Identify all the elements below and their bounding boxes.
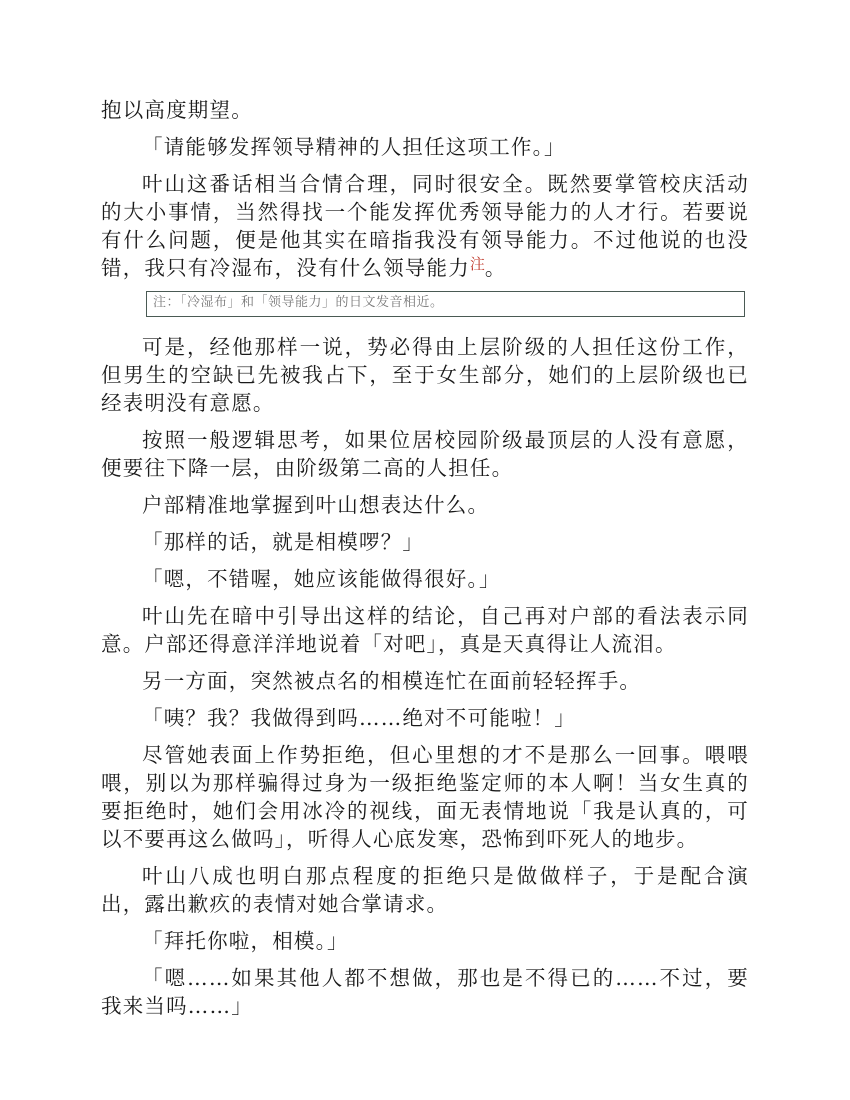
dialogue-line: 「咦？我？我做得到吗……绝对不可能啦！」 [142,706,576,730]
document-page [101,96,749,1029]
paragraph [101,170,749,282]
dialogue-line: 「嗯……如果其他人都不想做，那也是不得已的……不过，要我来当吗……」 [101,966,749,1018]
dialogue-line: 「请能够发挥领导精神的人担任这项工作。」 [142,135,566,159]
paragraph: 抱以高度期望。 [101,98,253,122]
paragraph: 尽管她表面上作势拒绝，但心里想的才不是那么一回事。喂喂喂，别以为那样骗得过身为一级拒绝鉴定师的本人啊！当女生真的要拒绝时，她们会用冰冷的视线，面无表情地说「我是认真的，可以不要再这么做吗」，听得人心底发寒，恐怖到吓死人的地步。 [101,743,749,851]
paragraph-end-punct: 。 [484,256,507,280]
paragraph-text: 叶山这番话相当合情合理，同时很安全。既然要掌管校庆活动的大小事情，当然得找一个能发挥优秀领导能力的人才行。若要说有什么问题，便是他其实在暗指我没有领导能力。不过他说的也没错，我只有冷湿布，没有什么领导能力 [101,172,749,280]
dialogue-line: 「那样的话，就是相模啰？」 [142,530,425,554]
paragraph: 叶山先在暗中引导出这样的结论，自己再对户部的看法表示同意。户部还得意洋洋地说着「对吧」，真是天真得让人流泪。 [101,604,749,656]
footnote-marker[interactable]: 注 [469,255,485,273]
paragraph: 户部精准地掌握到叶山想表达什么。 [142,493,490,517]
footnote-box [146,291,745,317]
paragraph: 可是，经他那样一说，势必得由上层阶级的人担任这份工作，但男生的空缺已先被我占下，至于女生部分，她们的上层阶级也已经表明没有意愿。 [101,335,749,415]
dialogue-line: 「嗯，不错喔，她应该能做得很好。」 [142,567,501,591]
footnote-text: 注：「冷湿布」和「领导能力」的日文发音相近。 [153,295,444,310]
paragraph: 按照一般逻辑思考，如果位居校园阶级最顶层的人没有意愿，便要往下降一层，由阶级第二高的人担任。 [101,428,749,480]
paragraph: 另一方面，突然被点名的相模连忙在面前轻轻挥手。 [142,669,642,693]
dialogue-line: 「拜托你啦，相模。」 [142,929,349,953]
paragraph: 叶山八成也明白那点程度的拒绝只是做做样子，于是配合演出，露出歉疚的表情对她合掌请求。 [101,864,749,916]
